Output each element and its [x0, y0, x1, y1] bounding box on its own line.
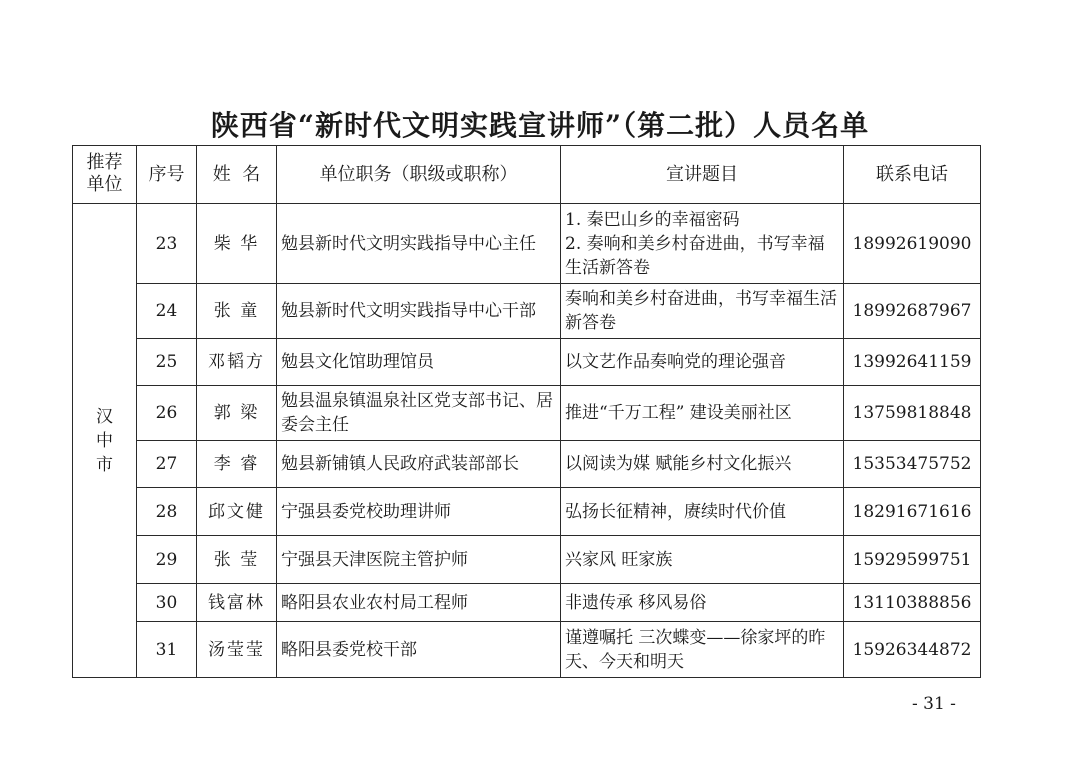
header-topic: 宣讲题目 — [561, 146, 844, 204]
topic-line: 非遗传承 移风易俗 — [565, 592, 707, 613]
topic-line: 谨遵嘱托 三次蝶变——徐家坪的昨天、今天和明天 — [565, 627, 826, 672]
table-row — [73, 204, 981, 284]
header-unit: 推荐单位 — [73, 146, 137, 204]
position-cell: 勉县新铺镇人民政府武装部部长 — [277, 441, 561, 488]
topic-line: 推进“千万工程” 建设美丽社区 — [565, 403, 792, 423]
serial-number-cell: 23 — [137, 204, 197, 284]
header-name: 姓 名 — [197, 146, 277, 204]
lecture-topic-cell — [561, 488, 844, 536]
table-row — [73, 622, 981, 678]
table-row — [73, 386, 981, 441]
position-cell: 勉县温泉镇温泉社区党支部书记、居委会主任 — [277, 386, 561, 441]
lecture-topic-cell — [561, 536, 844, 584]
phone-cell: 13759818848 — [844, 386, 981, 441]
name-cell: 张 童 — [197, 284, 277, 339]
lecture-topic-cell — [561, 204, 844, 284]
phone-cell: 13992641159 — [844, 339, 981, 386]
phone-cell: 13110388856 — [844, 584, 981, 622]
name-cell: 张 莹 — [197, 536, 277, 584]
header-tel: 联系电话 — [844, 146, 981, 204]
name-cell: 钱富林 — [197, 584, 277, 622]
phone-cell: 18291671616 — [844, 488, 981, 536]
topic-line: 以阅读为媒 赋能乡村文化振兴 — [565, 454, 792, 474]
table-row — [73, 339, 981, 386]
table-row — [73, 488, 981, 536]
name-cell: 柴 华 — [197, 204, 277, 284]
position-cell: 宁强县委党校助理讲师 — [277, 488, 561, 536]
table-row — [73, 284, 981, 339]
lecture-topic-cell — [561, 622, 844, 678]
table-row — [73, 584, 981, 622]
position-cell: 略阳县委党校干部 — [277, 622, 561, 678]
position-cell: 略阳县农业农村局工程师 — [277, 584, 561, 622]
table-row — [73, 536, 981, 584]
lecture-topic-cell — [561, 284, 844, 339]
position-cell: 勉县新时代文明实践指导中心干部 — [277, 284, 561, 339]
position-cell: 宁强县天津医院主管护师 — [277, 536, 561, 584]
topic-line: 2. 奏响和美乡村奋进曲，书写幸福生活新答卷 — [565, 233, 825, 278]
name-cell: 邓韬方 — [197, 339, 277, 386]
serial-number-cell: 30 — [137, 584, 197, 622]
serial-number-cell: 31 — [137, 622, 197, 678]
table-row — [73, 441, 981, 488]
serial-number-cell: 26 — [137, 386, 197, 441]
topic-line: 以文艺作品奏响党的理论强音 — [565, 352, 786, 372]
topic-line: 弘扬长征精神，赓续时代价值 — [565, 501, 786, 522]
document-title: 陕西省“新时代文明实践宣讲师”（第二批）人员名单 — [210, 109, 870, 142]
lecture-topic-cell — [561, 584, 844, 622]
position-cell: 勉县新时代文明实践指导中心主任 — [277, 204, 561, 284]
topic-line: 奏响和美乡村奋进曲，书写幸福生活新答卷 — [565, 289, 837, 333]
topic-line: 1. 秦巴山乡的幸福密码 — [565, 209, 740, 230]
serial-number-cell: 24 — [137, 284, 197, 339]
phone-cell: 15929599751 — [844, 536, 981, 584]
name-cell: 邱文健 — [197, 488, 277, 536]
roster-table — [72, 145, 981, 678]
name-cell: 李 睿 — [197, 441, 277, 488]
lecture-topic-cell — [561, 339, 844, 386]
serial-number-cell: 27 — [137, 441, 197, 488]
lecture-topic-cell — [561, 441, 844, 488]
recommending-unit-cell: 汉中市 — [73, 204, 137, 678]
page-number: - 31 - — [912, 694, 956, 714]
serial-number-cell: 25 — [137, 339, 197, 386]
serial-number-cell: 28 — [137, 488, 197, 536]
topic-line: 兴家风 旺家族 — [565, 549, 673, 570]
position-cell: 勉县文化馆助理馆员 — [277, 339, 561, 386]
header-row — [73, 146, 981, 204]
name-cell: 汤莹莹 — [197, 622, 277, 678]
name-cell: 郭 梁 — [197, 386, 277, 441]
header-no: 序号 — [137, 146, 197, 204]
header-job: 单位职务（职级或职称） — [277, 146, 561, 204]
serial-number-cell: 29 — [137, 536, 197, 584]
lecture-topic-cell — [561, 386, 844, 441]
phone-cell: 15353475752 — [844, 441, 981, 488]
phone-cell: 18992687967 — [844, 284, 981, 339]
phone-cell: 15926344872 — [844, 622, 981, 678]
phone-cell: 18992619090 — [844, 204, 981, 284]
